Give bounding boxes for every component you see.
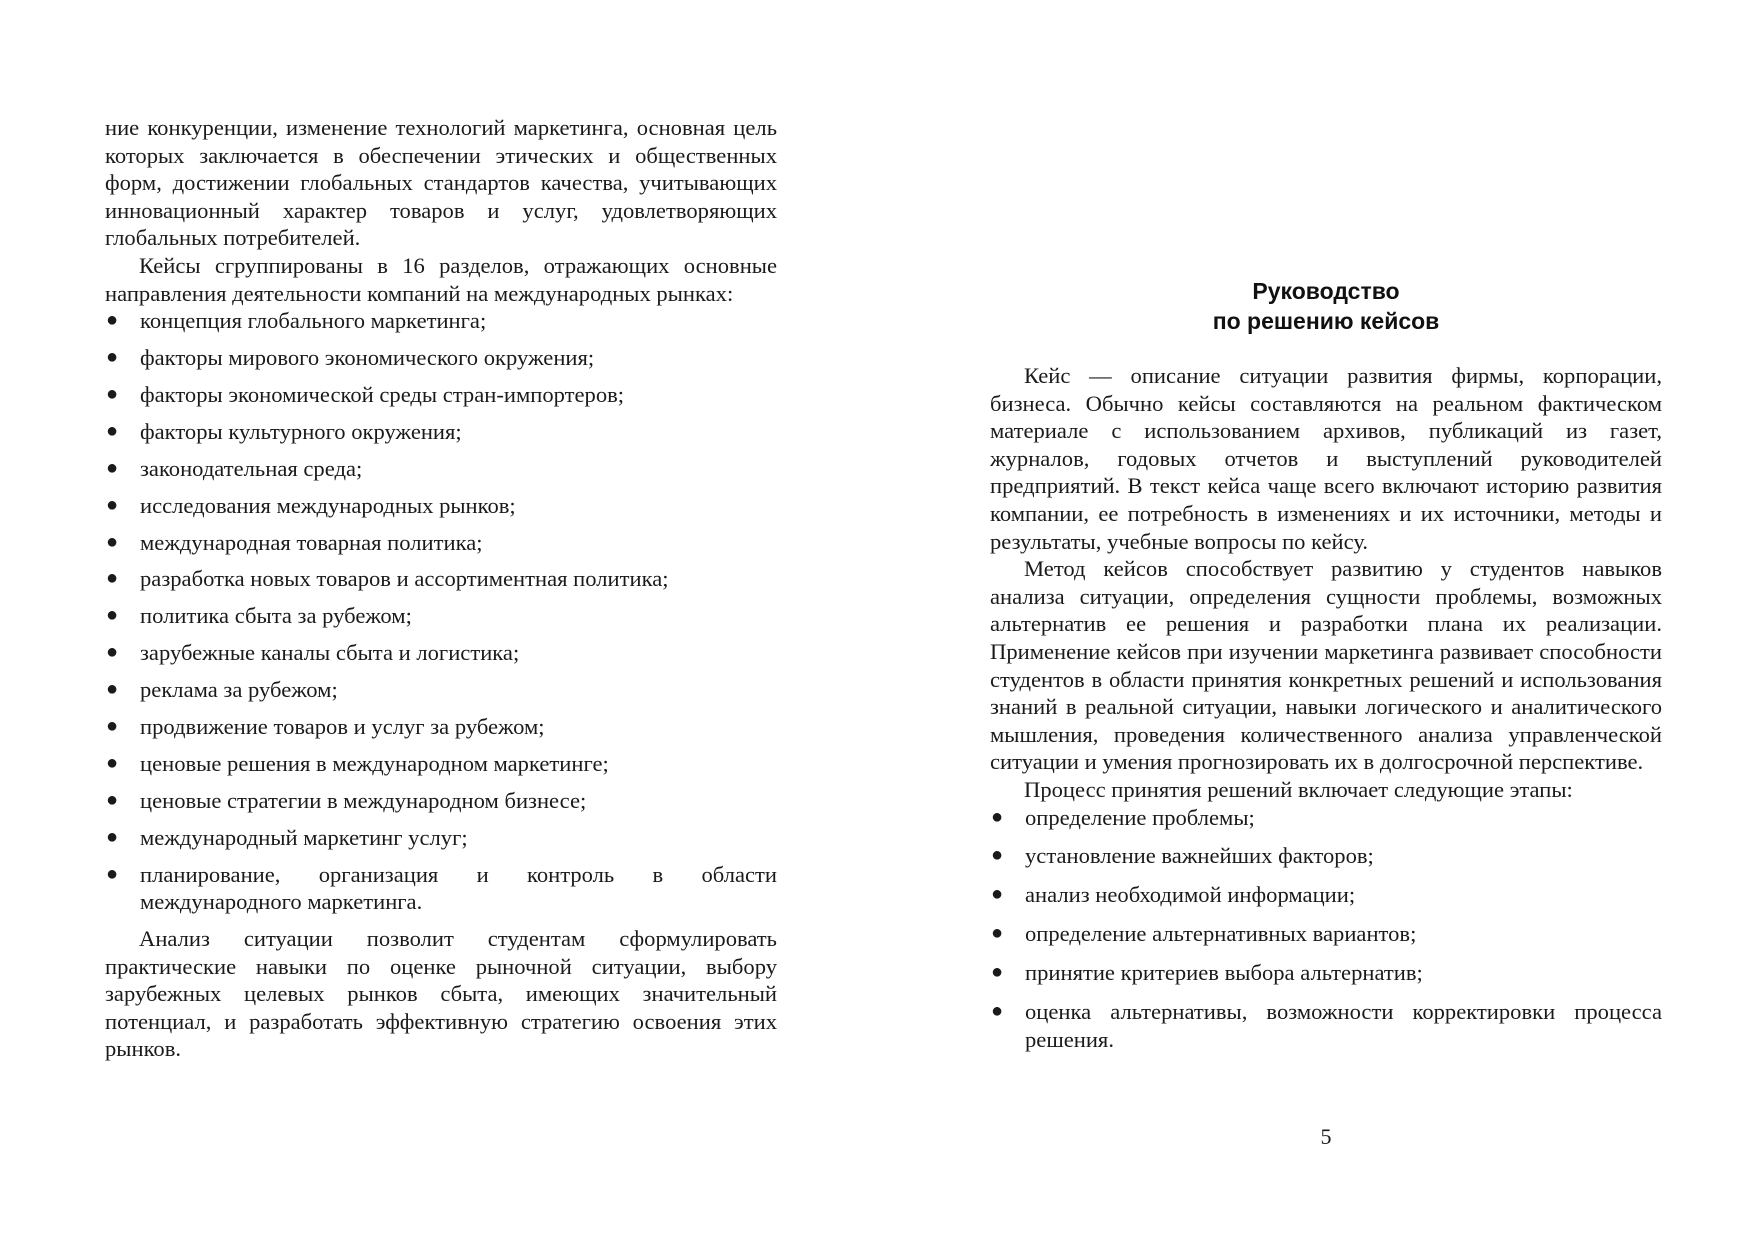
case-method-paragraph: Метод кейсов способствует развитию у студентов навыков анализа ситуации, определения сущности проблемы, возможных альтернатив ее решения и разработки плана их реализации. Применение кейсов при изучении маркетинга развивает способности студентов в области принятия конкретных решений и использования знаний в реальной ситуации, навыки логического и аналитического мышления, проведения количественного анализа управленческой ситуации и умения прогнозировать их в долгосрочной перспективе. [990,556,1662,775]
section-list-item [105,418,777,446]
section-list-item [105,602,777,630]
section-list-item [105,381,777,409]
stage-list-item [990,804,1662,832]
bullet-icon: ● [106,567,119,590]
bullet-icon: ● [106,862,119,885]
bullet-icon: ● [106,641,119,664]
section-heading [990,276,1662,336]
decision-process-paragraph: Процесс принятия решений включает следующие этапы: [1024,776,1573,802]
sections-list [105,307,777,916]
section-list-item-text: реклама за рубежом; [140,677,338,703]
bullet-icon: ● [106,346,119,369]
section-list-item [105,676,777,704]
stage-list-item [990,959,1662,987]
section-list-item-text: продвижение товаров и услуг за рубежом; [140,713,545,739]
section-list-item-text: исследования международных рынков; [140,492,516,518]
bullet-icon: ● [991,805,1004,828]
left-closing-paragraph: Анализ ситуации позволит студентам сформулировать практические навыки по оценке рыночной ситуации, выбору зарубежных целевых рынков сбыта, имеющих значительный потенциал, и разработать эффективную стратегию освоения этих рынков. [105,926,777,1062]
stage-list-item-text: установление важнейших факторов; [1025,843,1374,869]
stage-list-item-text: определение проблемы; [1025,804,1255,830]
section-list-item-text: факторы мирового экономического окружения; [140,345,595,371]
section-list-item-text: международная товарная политика; [140,529,483,555]
bullet-icon: ● [106,456,119,479]
section-list-item [105,639,777,667]
page-number: 5 [1320,1124,1332,1149]
stage-list-item-text: принятие критериев выбора альтернатив; [1025,960,1423,986]
bullet-icon: ● [106,714,119,737]
right-page-body [990,362,1662,1064]
section-list-item-text: факторы экономической среды стран-импортеров; [140,381,625,407]
bullet-icon: ● [106,419,119,442]
bullet-icon: ● [991,999,1004,1022]
bullet-icon: ● [106,309,119,332]
section-list-item-text: международный маркетинг услуг; [140,824,468,850]
section-list-item [105,492,777,520]
heading-line-1: Руководство [1252,278,1400,304]
bullet-icon: ● [991,883,1004,906]
left-page [105,114,777,1063]
section-list-item-text: факторы культурного окружения; [140,418,462,444]
section-list-item [105,565,777,593]
section-list-item [105,529,777,557]
section-list-item [105,787,777,815]
stage-list-item [990,842,1662,870]
section-list-item [105,750,777,778]
section-list-item-text: ценовые стратегии в международном бизнесе; [140,787,587,813]
section-list-item-text: зарубежные каналы сбыта и логистика; [140,640,520,666]
heading-line-2: по решению кейсов [1212,308,1440,334]
case-definition-paragraph: Кейс — описание ситуации развития фирмы, корпорации, бизнеса. Обычно кейсы составляются на реальном фактическом материале с использованием архивов, публикаций из газет, журналов, годовых отчетов и выступлений руководителей предприятий. В текст кейса чаще всего включают историю развития компании, ее потребность в изменениях и их источники, методы и результаты, учебные вопросы по кейсу. [990,363,1662,554]
section-list-item-text: концепция глобального маркетинга; [140,308,487,334]
stage-list-item [990,920,1662,948]
section-list-item [105,824,777,852]
section-list-item-text: планирование, организация и контроль в области международного маркетинга. [140,861,777,915]
sections-intro-paragraph: Кейсы сгруппированы в 16 разделов, отражающих основные направления деятельности компаний на международных рынках: [105,252,777,306]
section-list-item-text: ценовые решения в международном маркетинге; [140,750,609,776]
stage-list-item-text: определение альтернативных вариантов; [1025,921,1417,947]
bullet-icon: ● [106,751,119,774]
section-list-item [105,455,777,483]
section-list-item [105,713,777,741]
section-list-item-text: политика сбыта за рубежом; [140,603,412,629]
stage-list-item [990,998,1662,1053]
bullet-icon: ● [106,493,119,516]
bullet-icon: ● [991,844,1004,867]
bullet-icon: ● [106,530,119,553]
bullet-icon: ● [106,604,119,627]
bullet-icon: ● [106,788,119,811]
section-list-item [105,307,777,335]
section-list-item-text: законодательная среда; [140,455,363,481]
section-list-item [105,344,777,372]
stages-list [990,804,1662,1054]
stage-list-item-text: анализ необходимой информации; [1025,882,1356,908]
stage-list-item [990,881,1662,909]
bullet-icon: ● [106,382,119,405]
bullet-icon: ● [991,961,1004,984]
bullet-icon: ● [106,825,119,848]
stage-list-item-text: оценка альтернативы, возможности корректировки процесса решения. [1025,998,1662,1052]
bullet-icon: ● [106,678,119,701]
section-list-item [105,861,777,916]
bullet-icon: ● [991,922,1004,945]
left-intro-paragraph: ние конкуренции, изменение технологий маркетинга, основная цель которых заключается в обеспечении этических и общественных форм, достижении глобальных стандартов качества, учитывающих инновационный характер товаров и услуг, удовлетворяющих глобальных потребителей. [105,115,777,251]
section-list-item-text: разработка новых товаров и ассортиментная политика; [140,566,669,592]
